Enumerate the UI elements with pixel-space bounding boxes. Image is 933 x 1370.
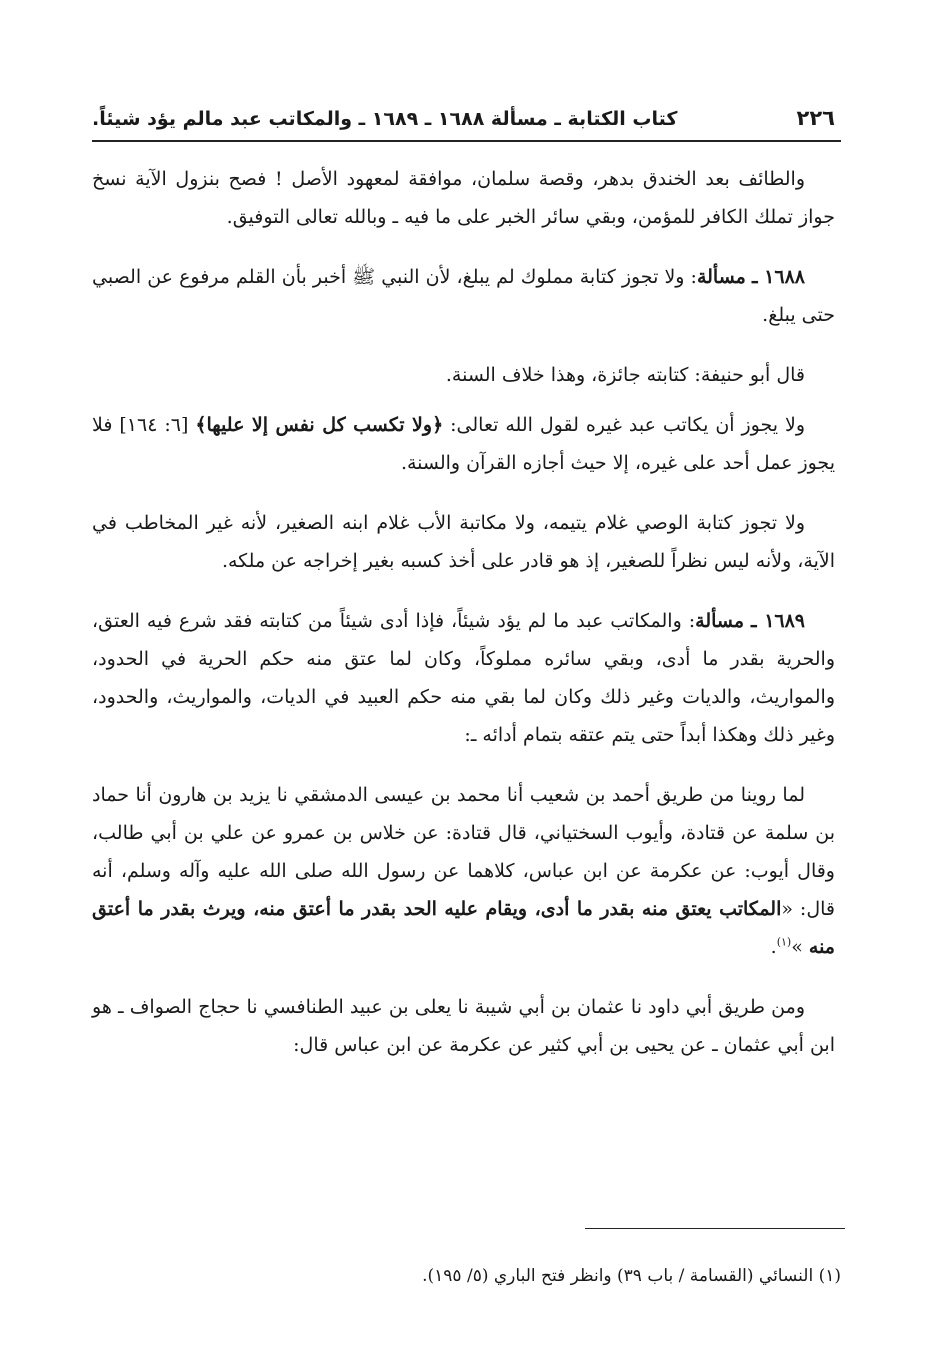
hadith-text: المكاتب يعتق منه بقدر ما أدى، ويقام عليه الحد بقدر ما أعتق منه، ويرث بقدر ما أعتق منه [92,898,835,958]
issue-1688-text: : ولا تجوز كتابة مملوك لم يبلغ، لأن النبي ﷺ أخبر بأن القلم مرفوع عن الصبي حتى يبلغ. [92,266,835,326]
abu-dawud-text: ومن طريق أبي داود نا عثمان بن أبي شيبة نا يعلى بن عبيد الطنافسي نا حجاج الصواف ـ هو ابن أبي عثمان ـ عن يحيى بن أبي كثير عن عكرمة عن ابن عباس قال: [92,996,835,1056]
hadith-close-quote: » [791,936,803,958]
paragraph-1-text: والطائف بعد الخندق بدهر، وقصة سلمان، موافقة لمعهود الأصل ! فصح بنزول الآية نسخ جواز تملك الكافر للمؤمن، وبقي سائر الخبر على ما فيه ـ وبالله تعالى التوفيق. [92,168,835,228]
footnote-rule [585,1228,845,1229]
footnote-ref: (١) [776,935,792,949]
main-text [92,160,835,1076]
issue-label: مسألة [696,266,746,288]
quran-verse: ﴿ولا تكسب كل نفس إلا عليها﴾ [195,414,444,436]
issue-number-1688: ١٦٨٨ ـ [751,266,805,288]
hadith-end: . [770,936,777,958]
paragraph-hadith-chain [92,776,835,966]
issue-1689-text: : والمكاتب عبد ما لم يؤد شيئاً، فإذا أدى شيئاً من كتابته فقد شرع فيه العتق، والحرية بقدر ما أدى، وبقي سائره مملوكاً، وكان لما عتق منه حكم الحرية في الحدود، والمواريث، والديات وغير ذلك وكان لما بقي منه حكم العبيد في الديات، والمواريث، والحدود، وغير ذلك وهكذا أبداً حتى يتم عتقه بتمام أدائه ـ: [92,610,836,746]
quote-lead: ولا يجوز أن يكاتب عبد غيره لقول الله تعالى: [450,414,805,436]
footnote: (١) النسائي (القسامة / باب ٣٩) وانظر فتح الباري (٥/ ١٩٥). [422,1266,841,1286]
paragraph-guardian [92,504,835,580]
page-header [92,90,835,130]
paragraph-1 [92,160,835,236]
issue-label-1689: مسألة [695,610,745,632]
running-title: كتاب الكتابة ـ مسألة ١٦٨٨ ـ ١٦٨٩ ـ والمكاتب عبد مالم يؤد شيئاً. [92,108,678,130]
abu-hanifa-text: : كتابته جائزة، وهذا خلاف السنة. [445,364,701,386]
abu-hanifa-lead: قال أبو حنيفة [700,364,805,386]
paragraph-abu-dawud [92,988,835,1064]
paragraph-issue-1688 [92,258,835,334]
hadith-chain-text: لما روينا من طريق أحمد بن شعيب أنا محمد بن عيسى الدمشقي نا يزيد بن هارون أنا حماد بن سلمة عن قتادة، وأيوب السختياني، قال قتادة: عن خلاس بن عمرو عن علي بن أبي طالب، وقال أيوب: عن عكرمة عن ابن عباس، كلاهما عن رسول الله صلى الله عليه وآله وسلم، أنه قال: « [92,784,835,920]
paragraph-quran-quote [92,406,835,482]
paragraph-abu-hanifa [92,356,835,394]
header-rule [92,140,841,142]
page-number: ٢٢٦ [796,106,835,130]
paragraph-issue-1689 [92,602,835,754]
quote-tail: [٦: ١٦٤] فلا يجوز عمل أحد على غيره، إلا حيث أجازه القرآن والسنة. [92,414,835,474]
guardian-text: ولا تجوز كتابة الوصي غلام يتيمه، ولا مكاتبة الأب غلام ابنه الصغير، لأنه غير المخاطب في الآية، ولأنه ليس نظراً للصغير، إذ هو قادر على أخذ كسبه بغير إخراجه عن ملكه. [92,512,835,572]
issue-number-1689: ١٦٨٩ ـ [751,610,806,632]
